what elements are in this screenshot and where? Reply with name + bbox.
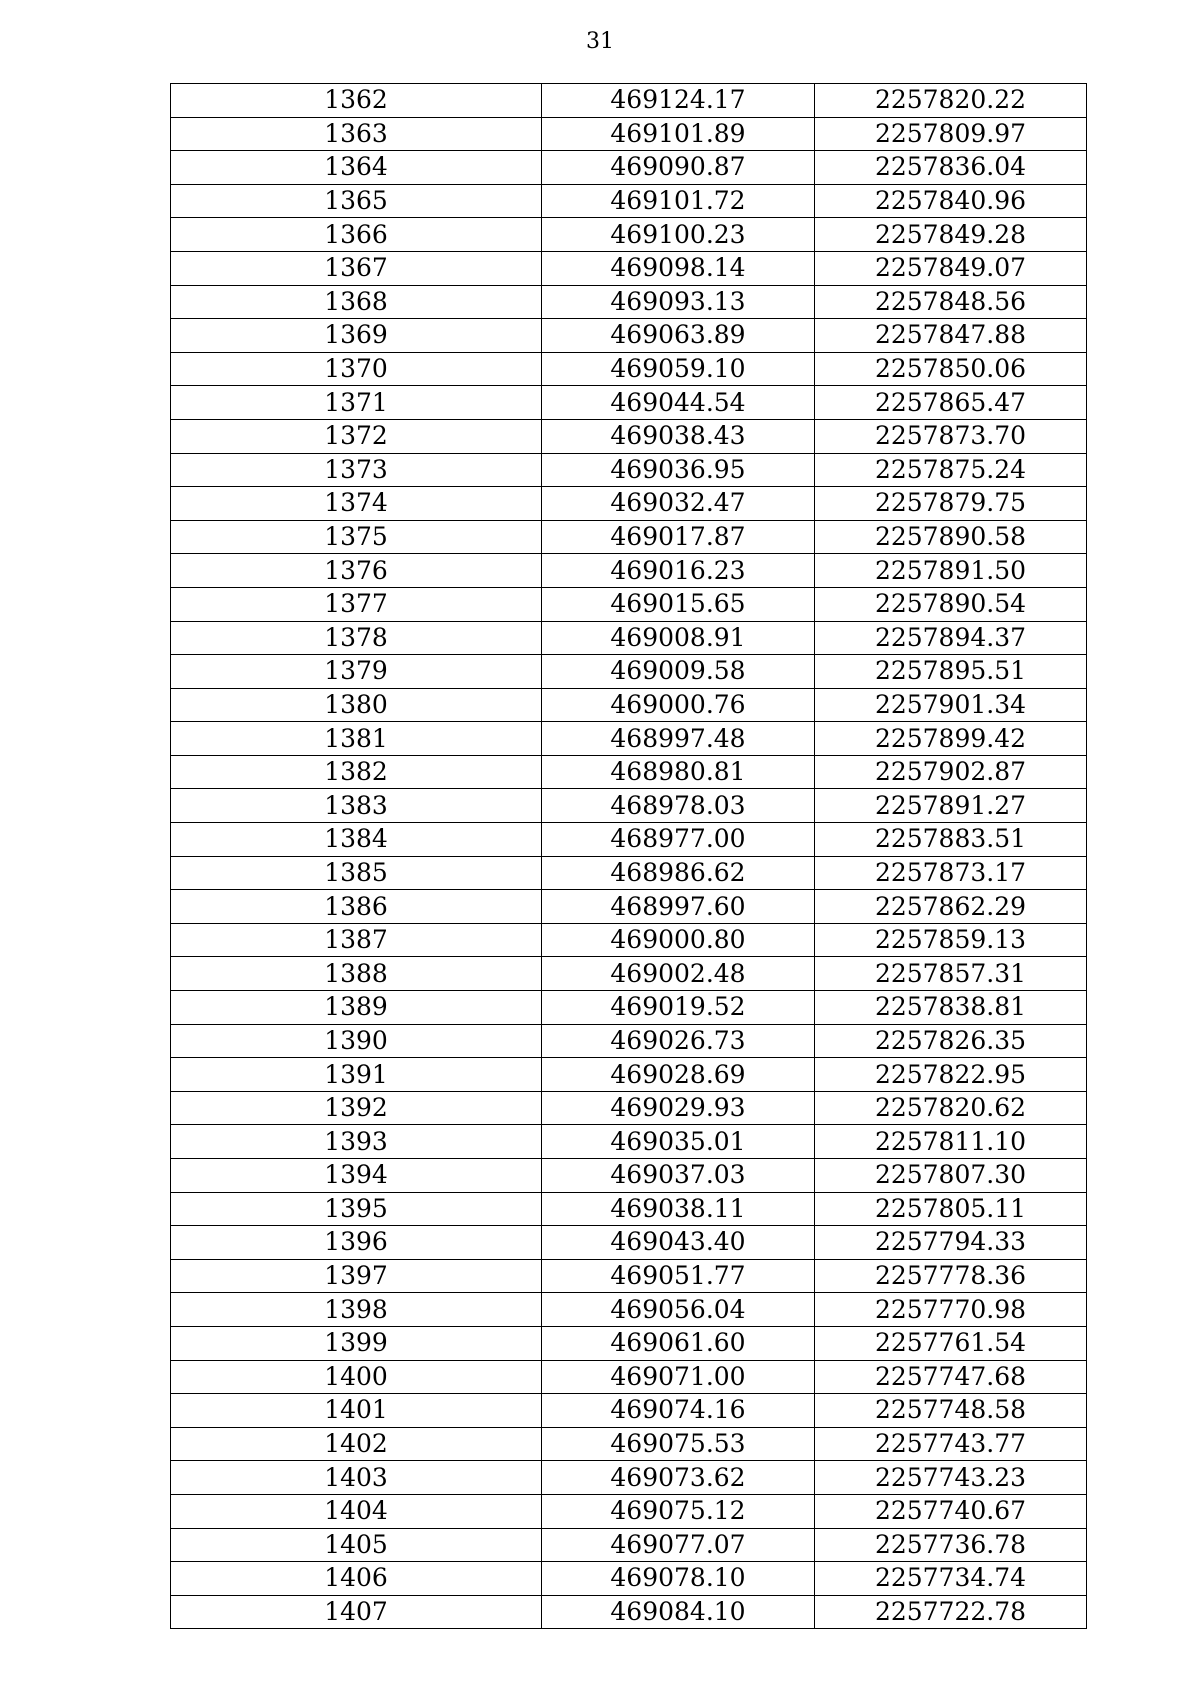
x-coordinate-cell: 469090.87 <box>542 151 815 185</box>
table-row <box>171 117 1087 151</box>
y-coordinate-cell: 2257811.10 <box>815 1125 1087 1159</box>
point-number-cell: 1389 <box>171 991 542 1025</box>
point-number-cell: 1366 <box>171 218 542 252</box>
x-coordinate-cell: 469075.53 <box>542 1427 815 1461</box>
point-number-cell: 1399 <box>171 1326 542 1360</box>
y-coordinate-cell: 2257770.98 <box>815 1293 1087 1327</box>
x-coordinate-cell: 469015.65 <box>542 587 815 621</box>
y-coordinate-cell: 2257822.95 <box>815 1058 1087 1092</box>
point-number-cell: 1390 <box>171 1024 542 1058</box>
x-coordinate-cell: 469101.72 <box>542 184 815 218</box>
x-coordinate-cell: 469078.10 <box>542 1562 815 1596</box>
table-row <box>171 1595 1087 1629</box>
y-coordinate-cell: 2257850.06 <box>815 352 1087 386</box>
x-coordinate-cell: 469008.91 <box>542 621 815 655</box>
y-coordinate-cell: 2257740.67 <box>815 1494 1087 1528</box>
point-number-cell: 1402 <box>171 1427 542 1461</box>
table-row <box>171 688 1087 722</box>
y-coordinate-cell: 2257894.37 <box>815 621 1087 655</box>
y-coordinate-cell: 2257873.17 <box>815 856 1087 890</box>
point-number-cell: 1388 <box>171 957 542 991</box>
y-coordinate-cell: 2257838.81 <box>815 991 1087 1025</box>
y-coordinate-cell: 2257840.96 <box>815 184 1087 218</box>
point-number-cell: 1372 <box>171 419 542 453</box>
table-row <box>171 856 1087 890</box>
table-row <box>171 621 1087 655</box>
point-number-cell: 1369 <box>171 319 542 353</box>
point-number-cell: 1373 <box>171 453 542 487</box>
table-row <box>171 890 1087 924</box>
point-number-cell: 1378 <box>171 621 542 655</box>
table-row <box>171 554 1087 588</box>
table-row <box>171 1528 1087 1562</box>
x-coordinate-cell: 469000.80 <box>542 923 815 957</box>
y-coordinate-cell: 2257879.75 <box>815 487 1087 521</box>
table-row <box>171 285 1087 319</box>
y-coordinate-cell: 2257826.35 <box>815 1024 1087 1058</box>
x-coordinate-cell: 469037.03 <box>542 1159 815 1193</box>
x-coordinate-cell: 469093.13 <box>542 285 815 319</box>
point-number-cell: 1395 <box>171 1192 542 1226</box>
point-number-cell: 1371 <box>171 386 542 420</box>
point-number-cell: 1368 <box>171 285 542 319</box>
table-row <box>171 1125 1087 1159</box>
table-row <box>171 789 1087 823</box>
point-number-cell: 1398 <box>171 1293 542 1327</box>
table-row <box>171 1159 1087 1193</box>
point-number-cell: 1363 <box>171 117 542 151</box>
point-number-cell: 1381 <box>171 722 542 756</box>
point-number-cell: 1406 <box>171 1562 542 1596</box>
point-number-cell: 1386 <box>171 890 542 924</box>
point-number-cell: 1384 <box>171 823 542 857</box>
y-coordinate-cell: 2257805.11 <box>815 1192 1087 1226</box>
y-coordinate-cell: 2257736.78 <box>815 1528 1087 1562</box>
table-row <box>171 587 1087 621</box>
table-row <box>171 1192 1087 1226</box>
point-number-cell: 1400 <box>171 1360 542 1394</box>
y-coordinate-cell: 2257899.42 <box>815 722 1087 756</box>
table-row <box>171 1326 1087 1360</box>
table-row <box>171 1461 1087 1495</box>
x-coordinate-cell: 469019.52 <box>542 991 815 1025</box>
y-coordinate-cell: 2257865.47 <box>815 386 1087 420</box>
point-number-cell: 1382 <box>171 755 542 789</box>
x-coordinate-cell: 469084.10 <box>542 1595 815 1629</box>
point-number-cell: 1404 <box>171 1494 542 1528</box>
x-coordinate-cell: 469038.11 <box>542 1192 815 1226</box>
y-coordinate-cell: 2257883.51 <box>815 823 1087 857</box>
y-coordinate-cell: 2257890.54 <box>815 587 1087 621</box>
x-coordinate-cell: 469075.12 <box>542 1494 815 1528</box>
table-row <box>171 1494 1087 1528</box>
y-coordinate-cell: 2257849.28 <box>815 218 1087 252</box>
point-number-cell: 1375 <box>171 520 542 554</box>
table-row <box>171 520 1087 554</box>
x-coordinate-cell: 468997.48 <box>542 722 815 756</box>
y-coordinate-cell: 2257891.50 <box>815 554 1087 588</box>
y-coordinate-cell: 2257895.51 <box>815 655 1087 689</box>
y-coordinate-cell: 2257743.23 <box>815 1461 1087 1495</box>
point-number-cell: 1374 <box>171 487 542 521</box>
y-coordinate-cell: 2257873.70 <box>815 419 1087 453</box>
x-coordinate-cell: 469026.73 <box>542 1024 815 1058</box>
table-row <box>171 487 1087 521</box>
y-coordinate-cell: 2257747.68 <box>815 1360 1087 1394</box>
y-coordinate-cell: 2257748.58 <box>815 1394 1087 1428</box>
table-row <box>171 1562 1087 1596</box>
x-coordinate-cell: 468978.03 <box>542 789 815 823</box>
y-coordinate-cell: 2257890.58 <box>815 520 1087 554</box>
table-row <box>171 722 1087 756</box>
x-coordinate-cell: 469035.01 <box>542 1125 815 1159</box>
table-row <box>171 957 1087 991</box>
x-coordinate-cell: 469059.10 <box>542 352 815 386</box>
y-coordinate-cell: 2257891.27 <box>815 789 1087 823</box>
point-number-cell: 1405 <box>171 1528 542 1562</box>
y-coordinate-cell: 2257820.62 <box>815 1091 1087 1125</box>
point-number-cell: 1367 <box>171 251 542 285</box>
table-row <box>171 991 1087 1025</box>
table-row <box>171 1091 1087 1125</box>
y-coordinate-cell: 2257857.31 <box>815 957 1087 991</box>
y-coordinate-cell: 2257778.36 <box>815 1259 1087 1293</box>
x-coordinate-cell: 468997.60 <box>542 890 815 924</box>
x-coordinate-cell: 469101.89 <box>542 117 815 151</box>
point-number-cell: 1407 <box>171 1595 542 1629</box>
table-row <box>171 251 1087 285</box>
x-coordinate-cell: 469074.16 <box>542 1394 815 1428</box>
y-coordinate-cell: 2257859.13 <box>815 923 1087 957</box>
y-coordinate-cell: 2257862.29 <box>815 890 1087 924</box>
x-coordinate-cell: 469063.89 <box>542 319 815 353</box>
point-number-cell: 1365 <box>171 184 542 218</box>
table-row <box>171 84 1087 118</box>
point-number-cell: 1383 <box>171 789 542 823</box>
y-coordinate-cell: 2257820.22 <box>815 84 1087 118</box>
coordinates-table-body <box>171 84 1087 1629</box>
x-coordinate-cell: 469071.00 <box>542 1360 815 1394</box>
table-row <box>171 1024 1087 1058</box>
x-coordinate-cell: 469009.58 <box>542 655 815 689</box>
table-row <box>171 1058 1087 1092</box>
page-number: 31 <box>586 29 614 54</box>
point-number-cell: 1403 <box>171 1461 542 1495</box>
table-row <box>171 755 1087 789</box>
x-coordinate-cell: 469029.93 <box>542 1091 815 1125</box>
x-coordinate-cell: 468977.00 <box>542 823 815 857</box>
x-coordinate-cell: 469002.48 <box>542 957 815 991</box>
point-number-cell: 1397 <box>171 1259 542 1293</box>
x-coordinate-cell: 468986.62 <box>542 856 815 890</box>
y-coordinate-cell: 2257836.04 <box>815 151 1087 185</box>
x-coordinate-cell: 469038.43 <box>542 419 815 453</box>
point-number-cell: 1394 <box>171 1159 542 1193</box>
table-row <box>171 1226 1087 1260</box>
y-coordinate-cell: 2257847.88 <box>815 319 1087 353</box>
x-coordinate-cell: 469017.87 <box>542 520 815 554</box>
table-row <box>171 386 1087 420</box>
point-number-cell: 1379 <box>171 655 542 689</box>
x-coordinate-cell: 469100.23 <box>542 218 815 252</box>
x-coordinate-cell: 469016.23 <box>542 554 815 588</box>
point-number-cell: 1396 <box>171 1226 542 1260</box>
y-coordinate-cell: 2257722.78 <box>815 1595 1087 1629</box>
x-coordinate-cell: 469061.60 <box>542 1326 815 1360</box>
table-row <box>171 218 1087 252</box>
x-coordinate-cell: 469032.47 <box>542 487 815 521</box>
y-coordinate-cell: 2257809.97 <box>815 117 1087 151</box>
point-number-cell: 1370 <box>171 352 542 386</box>
table-row <box>171 151 1087 185</box>
y-coordinate-cell: 2257875.24 <box>815 453 1087 487</box>
table-row <box>171 923 1087 957</box>
point-number-cell: 1392 <box>171 1091 542 1125</box>
x-coordinate-cell: 469056.04 <box>542 1293 815 1327</box>
y-coordinate-cell: 2257794.33 <box>815 1226 1087 1260</box>
y-coordinate-cell: 2257743.77 <box>815 1427 1087 1461</box>
x-coordinate-cell: 469036.95 <box>542 453 815 487</box>
y-coordinate-cell: 2257807.30 <box>815 1159 1087 1193</box>
point-number-cell: 1380 <box>171 688 542 722</box>
y-coordinate-cell: 2257761.54 <box>815 1326 1087 1360</box>
x-coordinate-cell: 469051.77 <box>542 1259 815 1293</box>
point-number-cell: 1364 <box>171 151 542 185</box>
table-row <box>171 1394 1087 1428</box>
y-coordinate-cell: 2257734.74 <box>815 1562 1087 1596</box>
table-row <box>171 1293 1087 1327</box>
table-row <box>171 655 1087 689</box>
x-coordinate-cell: 469073.62 <box>542 1461 815 1495</box>
point-number-cell: 1385 <box>171 856 542 890</box>
y-coordinate-cell: 2257902.87 <box>815 755 1087 789</box>
y-coordinate-cell: 2257849.07 <box>815 251 1087 285</box>
point-number-cell: 1362 <box>171 84 542 118</box>
point-number-cell: 1376 <box>171 554 542 588</box>
x-coordinate-cell: 469124.17 <box>542 84 815 118</box>
x-coordinate-cell: 468980.81 <box>542 755 815 789</box>
point-number-cell: 1391 <box>171 1058 542 1092</box>
table-row <box>171 1427 1087 1461</box>
table-row <box>171 1360 1087 1394</box>
point-number-cell: 1377 <box>171 587 542 621</box>
table-row <box>171 319 1087 353</box>
x-coordinate-cell: 469098.14 <box>542 251 815 285</box>
y-coordinate-cell: 2257901.34 <box>815 688 1087 722</box>
table-row <box>171 184 1087 218</box>
point-number-cell: 1393 <box>171 1125 542 1159</box>
x-coordinate-cell: 469000.76 <box>542 688 815 722</box>
x-coordinate-cell: 469043.40 <box>542 1226 815 1260</box>
table-row <box>171 453 1087 487</box>
coordinates-table <box>170 83 1087 1629</box>
table-row <box>171 823 1087 857</box>
point-number-cell: 1401 <box>171 1394 542 1428</box>
y-coordinate-cell: 2257848.56 <box>815 285 1087 319</box>
table-row <box>171 352 1087 386</box>
x-coordinate-cell: 469077.07 <box>542 1528 815 1562</box>
table-row <box>171 1259 1087 1293</box>
x-coordinate-cell: 469044.54 <box>542 386 815 420</box>
x-coordinate-cell: 469028.69 <box>542 1058 815 1092</box>
table-row <box>171 419 1087 453</box>
point-number-cell: 1387 <box>171 923 542 957</box>
